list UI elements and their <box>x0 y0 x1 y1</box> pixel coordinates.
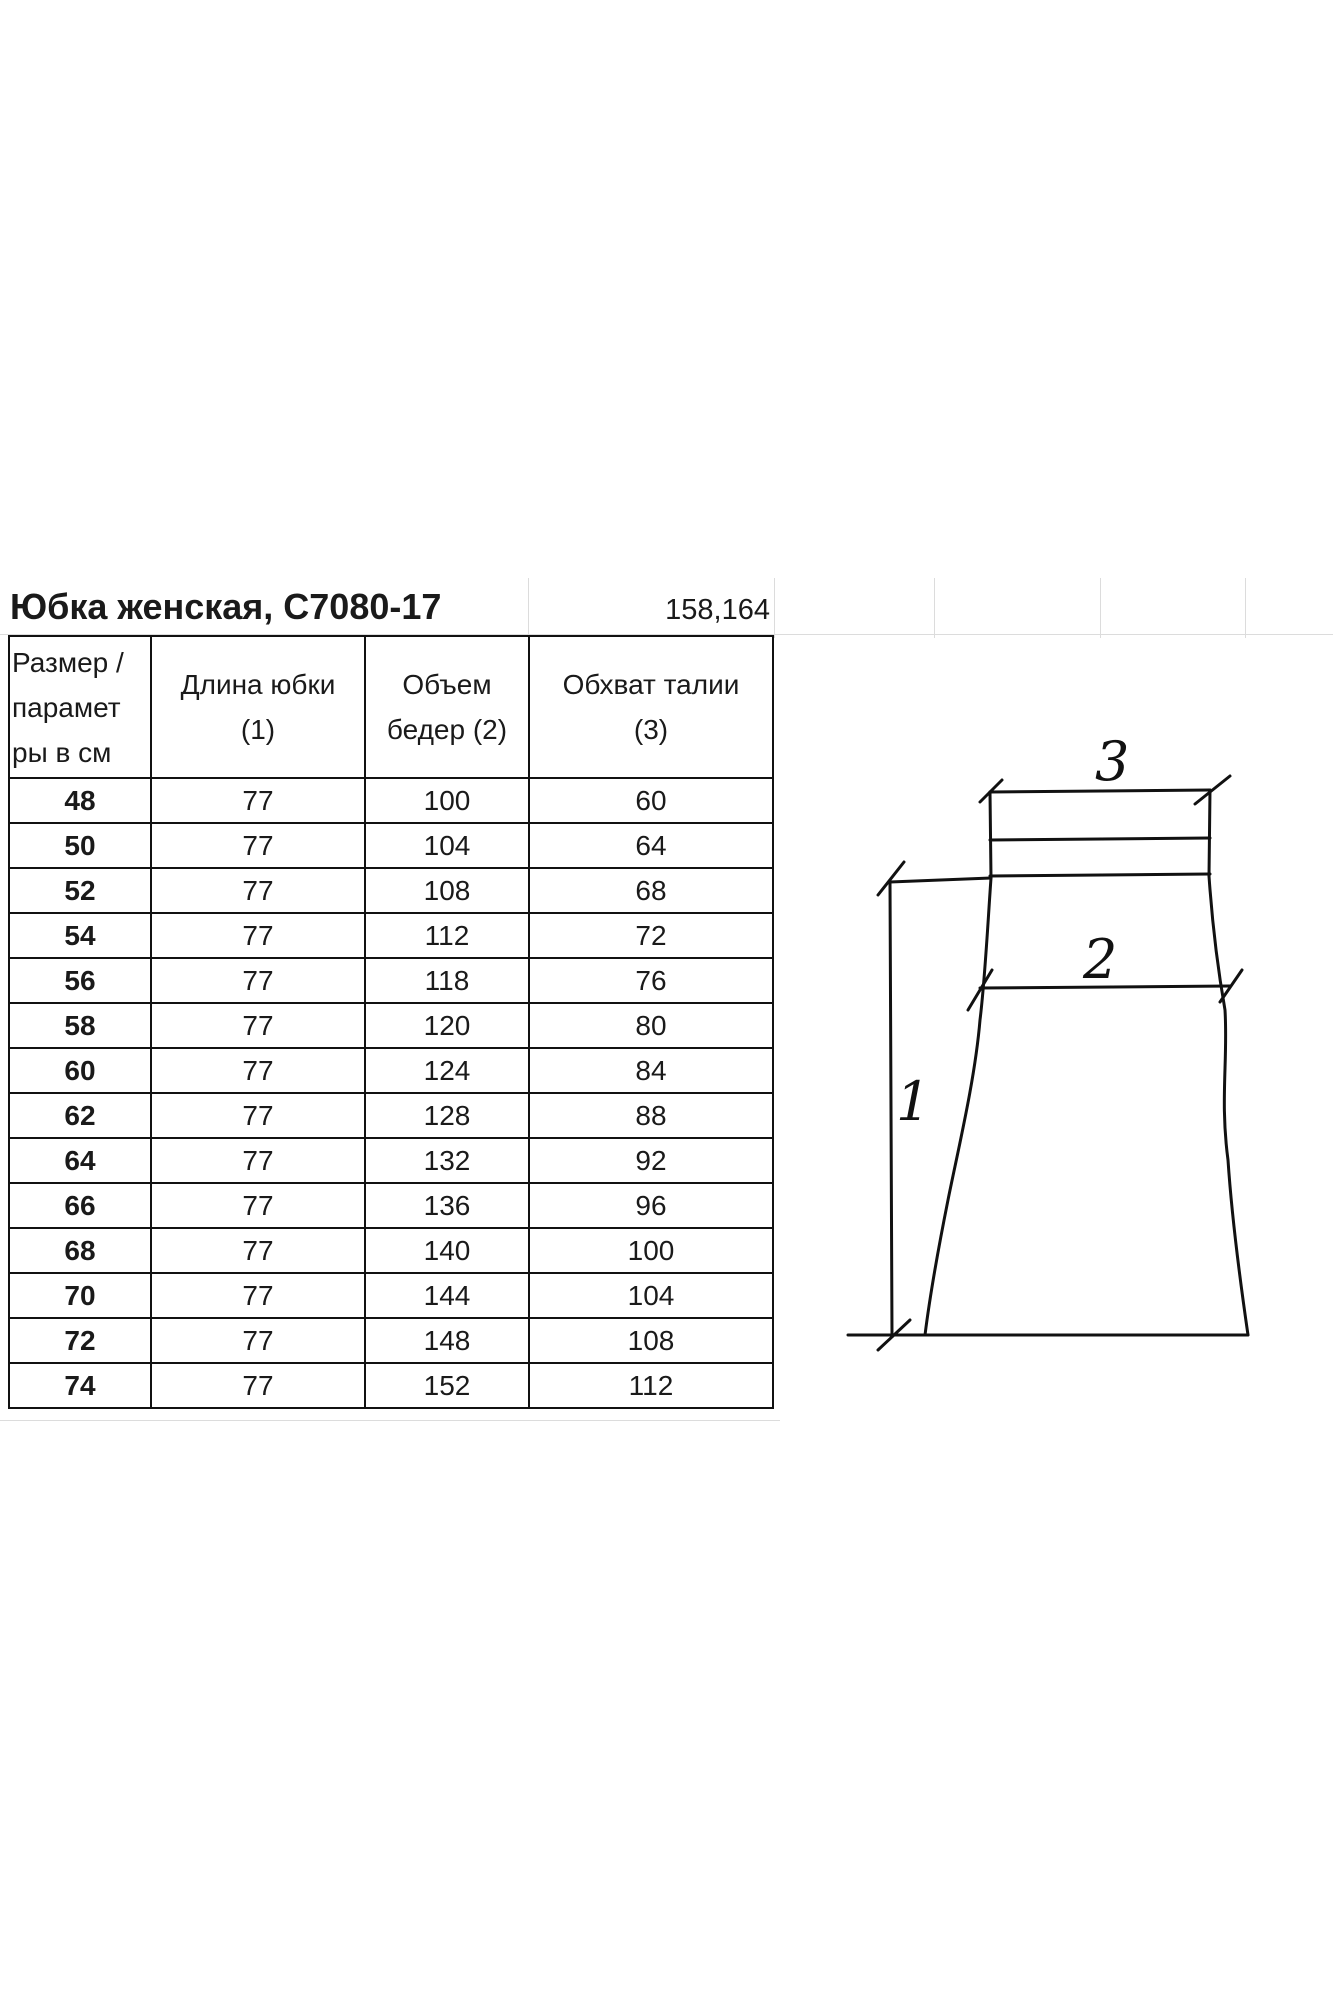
cell-size: 68 <box>9 1228 151 1273</box>
table-row <box>9 1273 773 1318</box>
cell-size: 72 <box>9 1318 151 1363</box>
cell-waist: 84 <box>529 1048 773 1093</box>
cell-size: 64 <box>9 1138 151 1183</box>
cell-length: 77 <box>151 958 365 1003</box>
size-table <box>8 635 774 1409</box>
cell-hip: 140 <box>365 1228 529 1273</box>
sheet-gridline <box>1100 578 1101 638</box>
table-row <box>9 1138 773 1183</box>
table-row <box>9 1048 773 1093</box>
table-row <box>9 958 773 1003</box>
header-line: (1) <box>240 714 276 745</box>
cell-length: 77 <box>151 1363 365 1408</box>
cell-length: 77 <box>151 1228 365 1273</box>
cell-hip: 152 <box>365 1363 529 1408</box>
waistband-left-edge <box>990 792 991 878</box>
cell-length: 77 <box>151 868 365 913</box>
header-line: Объем <box>402 669 492 700</box>
cell-waist: 104 <box>529 1273 773 1318</box>
length-vertical-line <box>890 882 892 1335</box>
table-row <box>9 778 773 823</box>
table-row <box>9 1363 773 1408</box>
table-row <box>9 868 773 913</box>
table-row <box>9 1183 773 1228</box>
hip-tick <box>968 970 992 1010</box>
cell-hip: 100 <box>365 778 529 823</box>
cell-size: 66 <box>9 1183 151 1228</box>
cell-hip: 128 <box>365 1093 529 1138</box>
cell-waist: 96 <box>529 1183 773 1228</box>
table-row <box>9 1318 773 1363</box>
cell-hip: 120 <box>365 1003 529 1048</box>
waistband-right-edge <box>1209 790 1210 876</box>
header-skirt-length <box>151 636 365 778</box>
cell-hip: 104 <box>365 823 529 868</box>
cell-waist: 72 <box>529 913 773 958</box>
cell-length: 77 <box>151 1003 365 1048</box>
cell-waist: 108 <box>529 1318 773 1363</box>
heights-label: 158,164 <box>665 594 770 626</box>
cell-length: 77 <box>151 1093 365 1138</box>
cell-size: 70 <box>9 1273 151 1318</box>
header-line: парамет <box>12 691 121 723</box>
cell-length: 77 <box>151 1318 365 1363</box>
cell-size: 54 <box>9 913 151 958</box>
cell-waist: 68 <box>529 868 773 913</box>
cell-hip: 144 <box>365 1273 529 1318</box>
cell-hip: 124 <box>365 1048 529 1093</box>
cell-length: 77 <box>151 1183 365 1228</box>
skirt-right-outline <box>1209 876 1248 1335</box>
header-line: Длина юбки <box>180 669 336 700</box>
sheet-gridline <box>774 578 775 638</box>
cell-size: 48 <box>9 778 151 823</box>
cell-length: 77 <box>151 1273 365 1318</box>
table-row <box>9 1093 773 1138</box>
sheet-gridline <box>934 578 935 638</box>
length-top-line <box>890 878 991 882</box>
waistband-middle-line <box>990 838 1210 840</box>
cell-waist: 60 <box>529 778 773 823</box>
cell-length: 77 <box>151 1138 365 1183</box>
label-2: 2 <box>1083 928 1118 991</box>
cell-waist: 80 <box>529 1003 773 1048</box>
label-3: 3 <box>1095 730 1130 793</box>
cell-length: 77 <box>151 1048 365 1093</box>
sheet-gridline <box>1245 578 1246 638</box>
header-line: (3) <box>633 714 669 745</box>
cell-size: 74 <box>9 1363 151 1408</box>
size-table-body <box>9 778 773 1408</box>
cell-waist: 88 <box>529 1093 773 1138</box>
cell-waist: 64 <box>529 823 773 868</box>
cell-length: 77 <box>151 778 365 823</box>
cell-size: 58 <box>9 1003 151 1048</box>
label-1: 1 <box>896 1070 931 1133</box>
header-line: Размер / <box>12 646 124 678</box>
header-waist-girth <box>529 636 773 778</box>
cell-waist: 76 <box>529 958 773 1003</box>
cell-hip: 136 <box>365 1183 529 1228</box>
document-title: Юбка женская, С7080-17 <box>10 586 442 627</box>
cell-size: 60 <box>9 1048 151 1093</box>
cell-length: 77 <box>151 823 365 868</box>
header-line: Обхват талии <box>562 669 740 700</box>
cell-length: 77 <box>151 913 365 958</box>
cell-hip: 148 <box>365 1318 529 1363</box>
cell-hip: 108 <box>365 868 529 913</box>
cell-size: 50 <box>9 823 151 868</box>
header-line: бедер (2) <box>386 714 508 745</box>
cell-size: 52 <box>9 868 151 913</box>
waistband-bottom-line <box>990 874 1210 876</box>
sheet-gridline <box>528 578 529 638</box>
skirt-sketch <box>840 720 1260 1370</box>
table-row <box>9 1228 773 1273</box>
cell-size: 56 <box>9 958 151 1003</box>
header-size <box>9 636 151 778</box>
cell-waist: 112 <box>529 1363 773 1408</box>
skirt-left-outline <box>925 878 991 1335</box>
header-hip-volume <box>365 636 529 778</box>
cell-hip: 132 <box>365 1138 529 1183</box>
table-row <box>9 913 773 958</box>
cell-size: 62 <box>9 1093 151 1138</box>
size-table-header <box>9 636 773 778</box>
table-row <box>9 1003 773 1048</box>
cell-hip: 112 <box>365 913 529 958</box>
sheet-gridline <box>0 1420 780 1421</box>
cell-waist: 100 <box>529 1228 773 1273</box>
cell-hip: 118 <box>365 958 529 1003</box>
cell-waist: 92 <box>529 1138 773 1183</box>
header-line: ры в см <box>12 736 112 768</box>
table-row <box>9 823 773 868</box>
